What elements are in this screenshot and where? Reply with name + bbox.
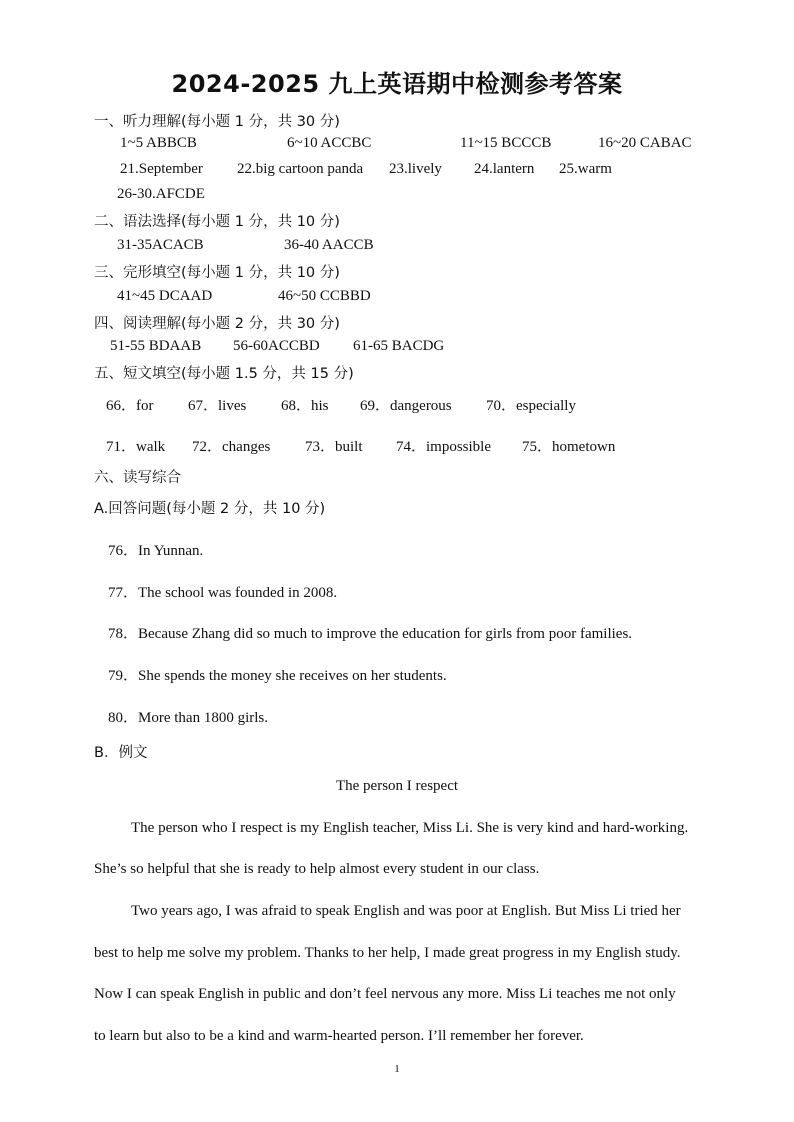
section-heading-cloze: 三、完形填空(每小题 1 分，共 10 分) <box>94 265 340 281</box>
answer-group: 61-65 BACDG <box>353 338 445 354</box>
answer-item: 70．especially <box>486 398 576 414</box>
answer-item: 25.warm <box>559 161 612 177</box>
page-number: 1 <box>394 1063 400 1075</box>
part-b-heading: B．例文 <box>94 745 148 761</box>
answer-group: 46~50 CCBBD <box>278 288 371 304</box>
essay-line: Now I can speak English in public and don’t feel nervous any more. Miss Li teaches me not only <box>94 986 676 1002</box>
essay-title: The person I respect <box>335 778 459 794</box>
answer-item: 73．built <box>305 439 363 455</box>
section-heading-grammar: 二、语法选择(每小题 1 分，共 10 分) <box>94 214 340 230</box>
answer-item: 69．dangerous <box>360 398 452 414</box>
answer-group: 6~10 ACCBC <box>287 135 372 151</box>
part-a-heading: A.回答问题(每小题 2 分，共 10 分) <box>94 501 326 517</box>
answer-group: 26-30.AFCDE <box>117 186 205 202</box>
section-heading-reading-writing: 六、读写综合 <box>94 470 181 486</box>
answer-80: 80．More than 1800 girls. <box>108 710 268 726</box>
answer-group: 41~45 DCAAD <box>117 288 213 304</box>
document-title: 2024-2025 九上英语期中检测参考答案 <box>171 70 623 98</box>
essay-line: Two years ago, I was afraid to speak English and was poor at English. But Miss Li tried her <box>131 903 681 919</box>
section-heading-listening: 一、听力理解(每小题 1 分，共 30 分) <box>94 114 340 130</box>
answer-group: 56-60ACCBD <box>233 338 320 354</box>
answer-item: 71．walk <box>106 439 166 455</box>
answer-group: 11~15 BCCCB <box>460 135 552 151</box>
answer-item: 24.lantern <box>474 161 535 177</box>
answer-item: 72．changes <box>192 439 271 455</box>
answer-item: 23.lively <box>389 161 442 177</box>
answer-group: 16~20 CABAC <box>598 135 692 151</box>
answer-item: 66．for <box>106 398 154 414</box>
answer-item: 74．impossible <box>396 439 492 455</box>
essay-line: best to help me solve my problem. Thanks to her help, I made great progress in my English study. <box>94 945 681 961</box>
answer-group: 51-55 BDAAB <box>110 338 202 354</box>
answer-item: 68．his <box>281 398 329 414</box>
answer-78: 78．Because Zhang did so much to improve the education for girls from poor families. <box>108 626 633 642</box>
answer-group: 1~5 ABBCB <box>120 135 197 151</box>
essay-line: The person who I respect is my English teacher, Miss Li. She is very kind and hard-working. <box>131 820 689 836</box>
section-heading-reading: 四、阅读理解(每小题 2 分，共 30 分) <box>94 316 340 332</box>
section-heading-fill-in: 五、短文填空(每小题 1.5 分，共 15 分) <box>94 366 354 382</box>
answer-item: 67．lives <box>188 398 247 414</box>
answer-group: 31-35ACACB <box>117 237 204 253</box>
answer-77: 77．The school was founded in 2008. <box>108 585 338 601</box>
essay-line: to learn but also to be a kind and warm-hearted person. I’ll remember her forever. <box>94 1028 584 1044</box>
answer-76: 76．In Yunnan. <box>108 543 204 559</box>
answer-item: 75．hometown <box>522 439 616 455</box>
answer-group: 36-40 AACCB <box>284 237 374 253</box>
essay-line: She’s so helpful that she is ready to help almost every student in our class. <box>94 861 540 877</box>
answer-item: 21.September <box>120 161 203 177</box>
answer-item: 22.big cartoon panda <box>237 161 364 177</box>
answer-79: 79．She spends the money she receives on her students. <box>108 668 447 684</box>
